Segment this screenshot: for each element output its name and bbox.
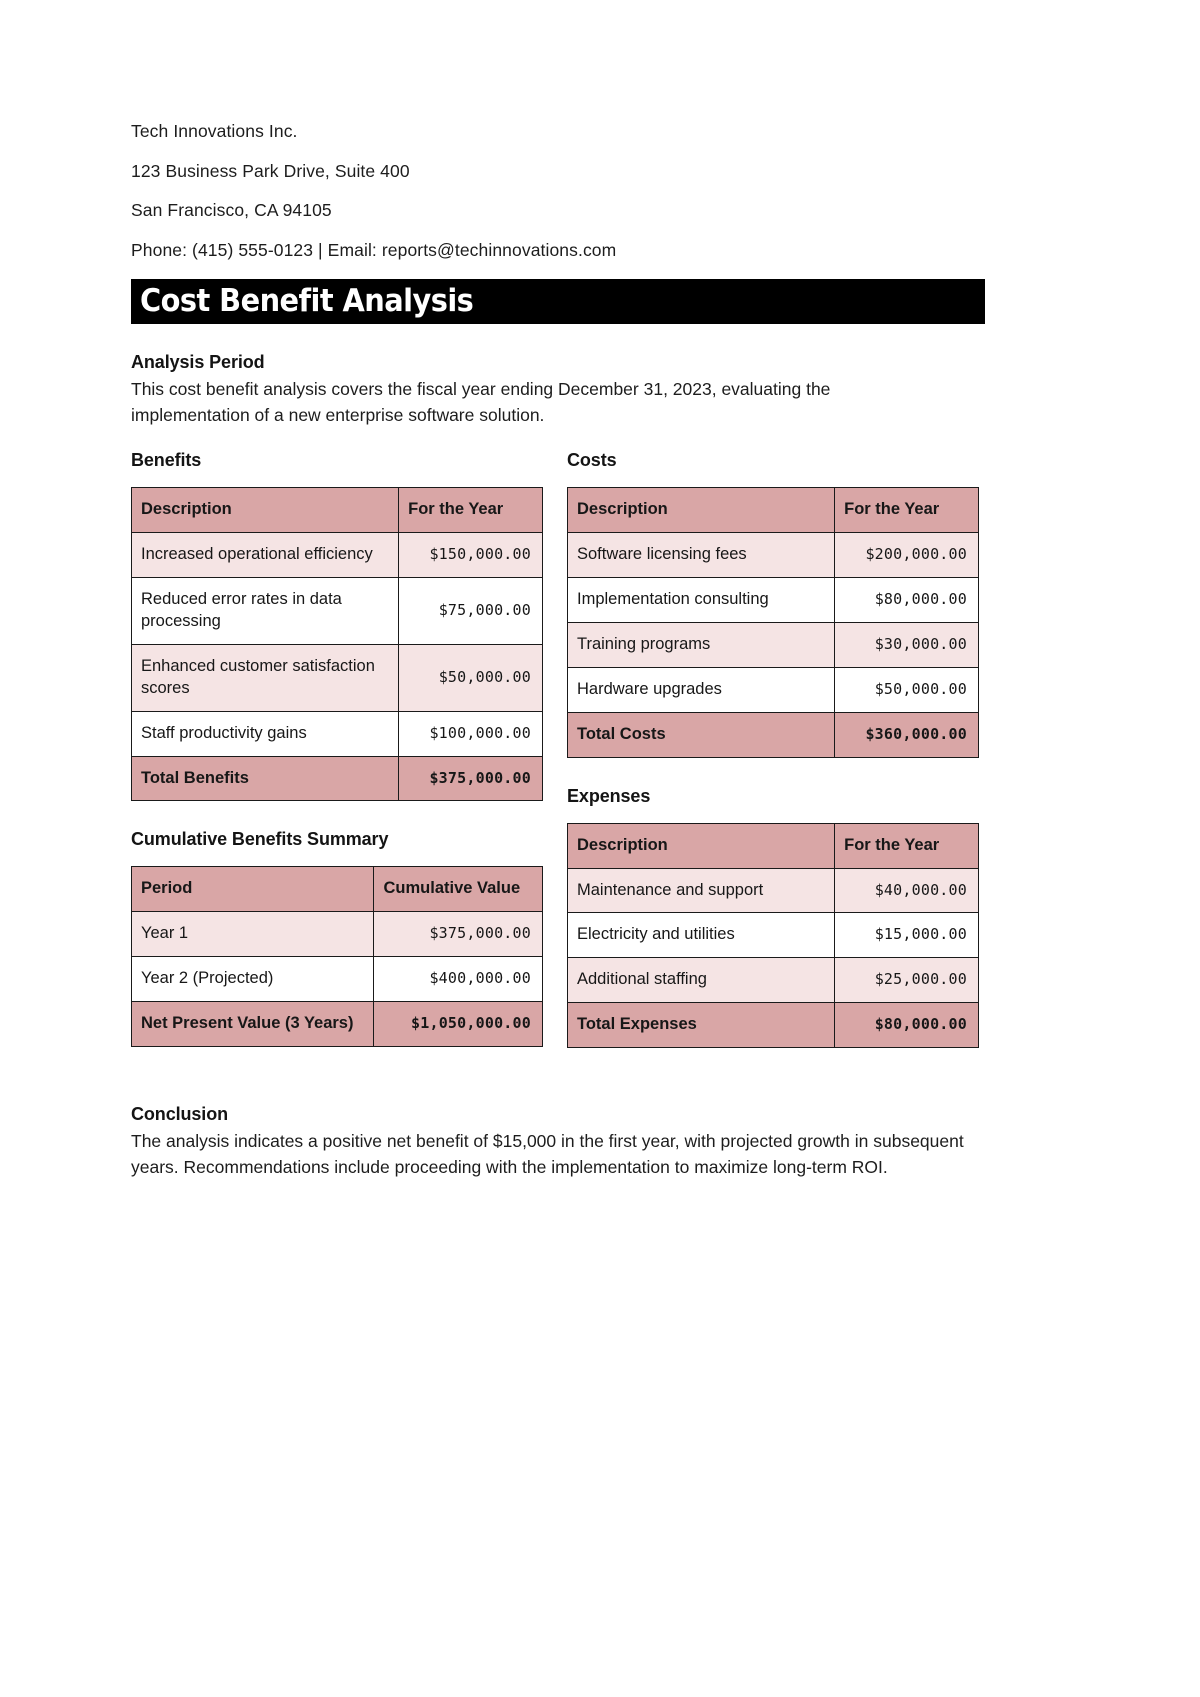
expenses-table bbox=[567, 823, 979, 1049]
row-amount: $40,000.00 bbox=[835, 868, 979, 913]
row-description: Maintenance and support bbox=[568, 868, 835, 913]
table-row bbox=[132, 644, 543, 711]
cumulative-col-value: Cumulative Value bbox=[374, 867, 543, 912]
costs-col-amount: For the Year bbox=[835, 487, 979, 532]
row-description: Hardware upgrades bbox=[568, 667, 835, 712]
right-column bbox=[567, 450, 979, 1048]
benefits-table bbox=[131, 487, 543, 802]
cumulative-benefits-table bbox=[131, 866, 543, 1047]
row-amount: $80,000.00 bbox=[835, 577, 979, 622]
analysis-period-heading: Analysis Period bbox=[131, 352, 265, 373]
row-amount: $50,000.00 bbox=[835, 667, 979, 712]
row-amount: $75,000.00 bbox=[399, 577, 543, 644]
row-description: Implementation consulting bbox=[568, 577, 835, 622]
analysis-period-text: This cost benefit analysis covers the fiscal year ending December 31, 2023, evaluating the implementation of a new enterprise software solution. bbox=[131, 379, 831, 425]
row-description: Training programs bbox=[568, 622, 835, 667]
document-title-banner bbox=[131, 279, 985, 324]
total-label: Total Costs bbox=[568, 712, 835, 757]
costs-heading: Costs bbox=[567, 449, 617, 470]
row-description: Enhanced customer satisfaction scores bbox=[132, 644, 399, 711]
left-column bbox=[131, 450, 543, 1047]
table-header-row bbox=[568, 487, 979, 532]
benefits-col-amount: For the Year bbox=[399, 487, 543, 532]
row-amount: $150,000.00 bbox=[399, 532, 543, 577]
expenses-heading: Expenses bbox=[567, 785, 651, 806]
conclusion-section bbox=[131, 1104, 1072, 1180]
row-description: Additional staffing bbox=[568, 958, 835, 1003]
total-label: Total Benefits bbox=[132, 756, 399, 801]
analysis-period-section bbox=[131, 352, 1072, 428]
table-row bbox=[132, 711, 543, 756]
costs-table bbox=[567, 487, 979, 758]
contact-line: Phone: (415) 555-0123 | Email: reports@techinnovations.com bbox=[131, 239, 617, 260]
table-row bbox=[568, 913, 979, 958]
table-row bbox=[568, 532, 979, 577]
row-value: $375,000.00 bbox=[374, 912, 543, 957]
row-value: $400,000.00 bbox=[374, 957, 543, 1002]
expenses-col-description: Description bbox=[568, 823, 835, 868]
row-amount: $25,000.00 bbox=[835, 958, 979, 1003]
tables-layout bbox=[131, 450, 1072, 1048]
total-amount: $360,000.00 bbox=[835, 712, 979, 757]
expenses-col-amount: For the Year bbox=[835, 823, 979, 868]
cumulative-col-period: Period bbox=[132, 867, 374, 912]
total-label: Net Present Value (3 Years) bbox=[132, 1002, 374, 1047]
table-header-row bbox=[132, 487, 543, 532]
row-description: Reduced error rates in data processing bbox=[132, 577, 399, 644]
table-row bbox=[132, 957, 543, 1002]
total-label: Total Expenses bbox=[568, 1003, 835, 1048]
company-name: Tech Innovations Inc. bbox=[131, 121, 298, 141]
row-amount: $50,000.00 bbox=[399, 644, 543, 711]
table-row bbox=[568, 958, 979, 1003]
costs-total-row bbox=[568, 712, 979, 757]
table-header-row bbox=[568, 823, 979, 868]
table-row bbox=[132, 577, 543, 644]
row-amount: $200,000.00 bbox=[835, 532, 979, 577]
row-description: Software licensing fees bbox=[568, 532, 835, 577]
table-row bbox=[568, 622, 979, 667]
row-amount: $15,000.00 bbox=[835, 913, 979, 958]
total-amount: $80,000.00 bbox=[835, 1003, 979, 1048]
expenses-total-row bbox=[568, 1003, 979, 1048]
table-row bbox=[132, 912, 543, 957]
table-row bbox=[568, 577, 979, 622]
conclusion-text: The analysis indicates a positive net benefit of $15,000 in the first year, with projected growth in subsequent years. Recommendations include proceeding with the implementation to maximize long-term ROI. bbox=[131, 1131, 964, 1177]
row-period: Year 1 bbox=[132, 912, 374, 957]
row-description: Staff productivity gains bbox=[132, 711, 399, 756]
row-amount: $100,000.00 bbox=[399, 711, 543, 756]
row-description: Electricity and utilities bbox=[568, 913, 835, 958]
city-state-zip: San Francisco, CA 94105 bbox=[131, 200, 332, 221]
total-amount: $1,050,000.00 bbox=[374, 1002, 543, 1047]
page-title: Cost Benefit Analysis bbox=[140, 283, 474, 320]
row-period: Year 2 (Projected) bbox=[132, 957, 374, 1002]
benefits-heading: Benefits bbox=[131, 449, 202, 470]
costs-col-description: Description bbox=[568, 487, 835, 532]
net-present-value-row bbox=[132, 1002, 543, 1047]
table-row bbox=[132, 532, 543, 577]
benefits-col-description: Description bbox=[132, 487, 399, 532]
row-amount: $30,000.00 bbox=[835, 622, 979, 667]
cumulative-heading: Cumulative Benefits Summary bbox=[131, 829, 389, 850]
table-header-row bbox=[132, 867, 543, 912]
letterhead bbox=[131, 122, 1072, 259]
table-row bbox=[568, 667, 979, 712]
benefits-total-row bbox=[132, 756, 543, 801]
total-amount: $375,000.00 bbox=[399, 756, 543, 801]
street-address: 123 Business Park Drive, Suite 400 bbox=[131, 160, 410, 181]
row-description: Increased operational efficiency bbox=[132, 532, 399, 577]
table-row bbox=[568, 868, 979, 913]
conclusion-heading: Conclusion bbox=[131, 1104, 228, 1125]
